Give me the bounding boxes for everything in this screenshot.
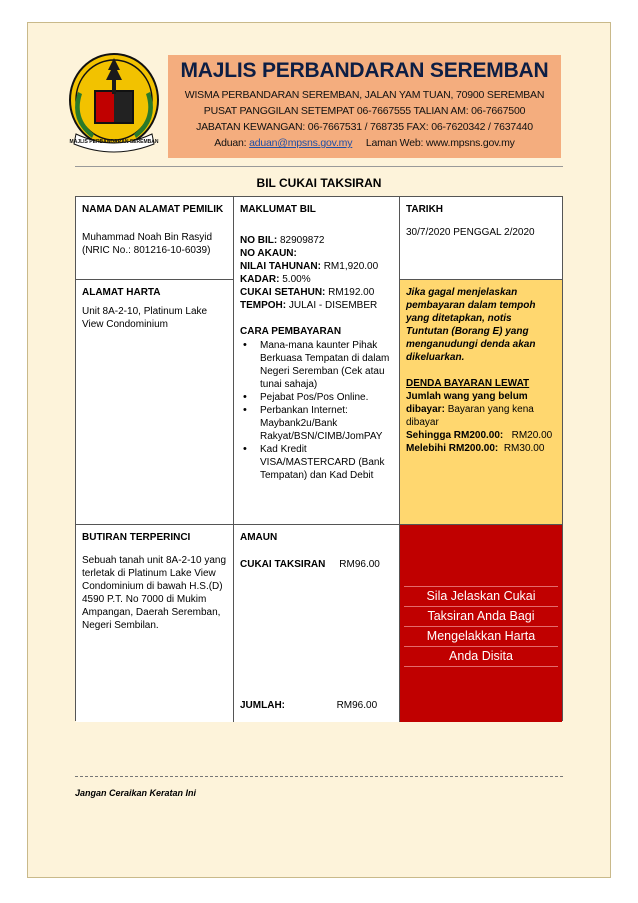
slogan-line: Taksiran Anda Bagi <box>404 606 558 627</box>
property-address-heading: ALAMAT HARTA <box>82 287 161 298</box>
bill-no-label: NO BIL: <box>240 235 278 246</box>
slogan-block <box>404 587 558 667</box>
rate-label: KADAR: <box>240 274 280 285</box>
date-heading: TARIKH <box>406 204 444 215</box>
payment-method-item: • Perbankan Internet: Maybank2u/Bank Rakyat/BSN/CIMB/JomPAY <box>240 404 393 443</box>
total-amount: RM96.00 <box>336 700 378 711</box>
rate-value: 5.00% <box>282 274 311 285</box>
property-address: Unit 8A-2-10, Platinum Lake View Condominium <box>82 306 208 330</box>
details-cell <box>76 525 234 722</box>
call-center-line: PUSAT PANGGILAN SETEMPAT 06-7667555 TALIAN AM: 06-7667500 <box>203 105 526 117</box>
date-cell <box>400 197 562 280</box>
details-text: Sebuah tanah unit 8A-2-10 yang terletak di Platinum Lake View Condominium di bawah H.S.(D) 4590 P.T. No 7000 di Mukim Ampangan, Daerah Seremban, Negeri Sembilan. <box>82 555 226 631</box>
period-label: TEMPOH: <box>240 300 287 311</box>
aduan-label: Aduan: <box>214 137 247 149</box>
footer-note: Jangan Ceraikan Keratan Ini <box>75 788 197 798</box>
bill-table <box>75 196 563 721</box>
payment-method-item: • Kad Kredit VISA/MASTERCARD (Bank Tempatan) dan Kad Debit <box>240 443 393 482</box>
owner-nric: (NRIC No.: 801216-10-6039) <box>82 245 211 256</box>
web-label: Laman Web: <box>365 137 424 149</box>
payment-method-item: • Pejabat Pos/Pos Online. <box>240 391 393 404</box>
amount-cell <box>234 525 400 722</box>
yearly-tax-label: CUKAI SETAHUN: <box>240 287 326 298</box>
annual-value: RM1,920.00 <box>323 261 379 272</box>
council-name: MAJLIS PERBANDARAN SEREMBAN <box>180 59 549 82</box>
bill-no: 82909872 <box>280 235 325 246</box>
finance-dept-line: JABATAN KEWANGAN: 06-7667531 / 768735 FAX: 06-7620342 / 7637440 <box>196 121 533 133</box>
total-label: JUMLAH: <box>240 700 285 711</box>
late-payment-notice-cell <box>400 280 562 525</box>
yearly-tax-value: RM192.00 <box>328 287 375 298</box>
amount-heading: AMAUN <box>240 532 278 543</box>
outstanding-label: Jumlah wang yang belum dibayar: <box>406 391 528 415</box>
bill-info-heading: MAKLUMAT BIL <box>240 204 316 215</box>
owner-name: Muhammad Noah Bin Rasyid <box>82 232 213 243</box>
header-divider <box>75 166 563 167</box>
property-address-cell <box>76 280 234 525</box>
date-value: 30/7/2020 PENGGAL 2/2020 <box>406 227 535 238</box>
slogan-line: Mengelakkan Harta <box>404 626 558 647</box>
web-url[interactable]: www.mpsns.gov.my <box>425 137 515 149</box>
owner-heading: NAMA DAN ALAMAT PEMILIK <box>82 204 224 215</box>
warning-text: Jika gagal menjelaskan pembayaran dalam tempoh yang ditetapkan, notis Tuntutan (Borang E) yang menganudungi denda akan dikeluarkan. <box>406 287 536 363</box>
payment-methods-list <box>240 339 393 482</box>
fee-tier-2-label: Melebihi RM200.00: <box>406 443 499 454</box>
mps-crest-icon <box>62 48 166 158</box>
bill-info-cell <box>234 197 400 525</box>
document-title: BIL CUKAI TAKSIRAN <box>256 176 382 190</box>
tax-label: CUKAI TAKSIRAN <box>240 559 326 570</box>
owner-cell <box>76 197 234 280</box>
period-value: JULAI - DISEMBER <box>288 300 378 311</box>
slogan-cell <box>400 525 562 722</box>
annual-value-label: NILAI TAHUNAN: <box>240 261 321 272</box>
payment-methods-heading: CARA PEMBAYARAN <box>240 326 342 337</box>
contact-line <box>168 137 561 149</box>
aduan-email-link[interactable]: aduan@mpsns.gov.my <box>249 137 353 149</box>
cut-line <box>75 776 563 777</box>
details-heading: BUTIRAN TERPERINCI <box>82 532 191 543</box>
header-banner <box>168 55 561 158</box>
fee-tier-1-label: Sehingga RM200.00: <box>406 430 504 441</box>
fee-tier-2-value: RM30.00 <box>503 443 545 454</box>
slogan-line: Sila Jelaskan Cukai <box>404 586 558 607</box>
fee-tier-1-value: RM20.00 <box>511 430 553 441</box>
logo-text: MAJLIS PERBANDARAN SEREMBAN <box>69 139 159 145</box>
tax-amount: RM96.00 <box>339 559 380 570</box>
payment-method-item: • Mana-mana kaunter Pihak Berkuasa Tempatan di dalam Negeri Seremban (Cek atau tunai sahaja) <box>240 339 393 391</box>
account-no-label: NO AKAUN: <box>240 248 297 259</box>
address-line: WISMA PERBANDARAN SEREMBAN, JALAN YAM TUAN, 70900 SEREMBAN <box>184 89 545 101</box>
outstanding-text: Bayaran yang kena dibayar <box>406 404 534 428</box>
late-fee-heading: DENDA BAYARAN LEWAT <box>406 378 530 389</box>
slogan-line: Anda Disita <box>404 646 558 667</box>
